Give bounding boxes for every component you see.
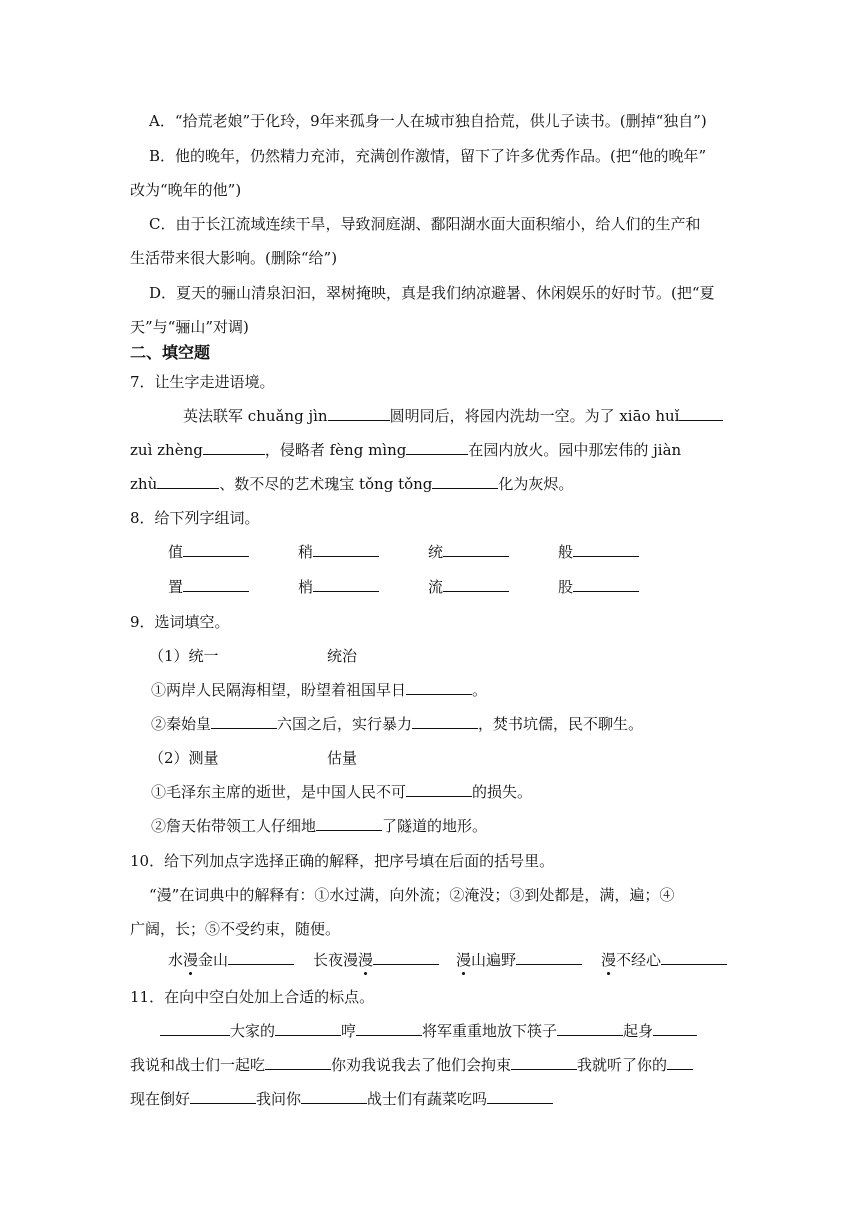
word-option: 统治 (327, 647, 358, 665)
answer-blank[interactable] (183, 577, 249, 592)
q10-item (168, 950, 313, 970)
passage-text: 哼 (341, 1022, 357, 1040)
answer-blank[interactable] (275, 1021, 341, 1036)
q7-text: ，侵略者 fèng mìng (264, 441, 407, 459)
answer-blank[interactable] (667, 1055, 693, 1070)
q11-line1 (160, 1021, 697, 1041)
character: 置 (168, 578, 184, 596)
q10-item (601, 950, 727, 970)
character: 值 (168, 543, 184, 561)
answer-blank[interactable] (516, 950, 582, 965)
dotted-character: 漫 (601, 951, 617, 969)
q9-group2 (149, 748, 357, 768)
word-part: 水 (168, 951, 184, 969)
q6-option-d-line2: 天”与“骊山”对调) (130, 318, 249, 336)
answer-blank[interactable] (373, 950, 439, 965)
q10-item (313, 950, 456, 970)
answer-blank[interactable] (557, 1021, 623, 1036)
sentence-text: ②詹天佑带领工人仔细地 (151, 817, 317, 835)
character: 梢 (298, 578, 314, 596)
q7-line1 (183, 406, 723, 426)
q10-items (168, 950, 727, 970)
passage-text: 我就听了你的 (577, 1056, 668, 1074)
word-part: 不经心 (616, 951, 662, 969)
sentence-text: 的损失。 (472, 783, 533, 801)
character: 流 (428, 578, 444, 596)
q8-row1 (168, 542, 668, 562)
answer-blank[interactable] (573, 542, 639, 557)
q7-text: 在园内放火。园中那宏伟的 jiàn (468, 441, 682, 459)
answer-blank[interactable] (328, 406, 390, 421)
dotted-character: 漫 (456, 951, 472, 969)
answer-blank[interactable] (406, 440, 468, 455)
character: 般 (558, 543, 574, 561)
word-group-item (298, 577, 428, 597)
answer-blank[interactable] (432, 474, 498, 489)
word-part: 金山 (198, 951, 229, 969)
q11-line3 (130, 1089, 553, 1109)
character: 股 (558, 578, 574, 596)
answer-blank[interactable] (653, 1021, 697, 1036)
passage-text: 我说和战士们一起吃 (130, 1056, 266, 1074)
q7-line3 (130, 474, 573, 494)
passage-text: 将军重重地放下筷子 (422, 1022, 558, 1040)
q9-group1 (149, 646, 357, 666)
q6-option-b-line1: B．他的晚年，仍然精力充沛，充满创作激情，留下了许多优秀作品。(把“他的晚年” (149, 147, 707, 165)
q6-option-a: A．“拾荒老娘”于化玲，9年来孤身一人在城市独自拾荒，供儿子读书。(删掉“独自”) (149, 112, 707, 130)
q9-sentence4 (151, 816, 487, 836)
q7-text: 圆明同后，将园内洗劫一空。为了 xiāo huǐ (389, 407, 680, 425)
passage-text: 你劝我说我去了他们会拘束 (331, 1056, 512, 1074)
answer-blank[interactable] (406, 782, 472, 797)
answer-blank[interactable] (412, 714, 478, 729)
word-option: 估量 (327, 749, 358, 767)
sentence-text: ①两岸人民隔海相望，盼望着祖国早日 (151, 681, 407, 699)
word-group-item (558, 577, 668, 597)
sentence-text: 了隧道的地形。 (382, 817, 488, 835)
q7-text: zuì zhèng (130, 441, 203, 459)
answer-blank[interactable] (316, 816, 382, 831)
dotted-character: 漫 (183, 951, 199, 969)
q7-title: 7．让生字走进语境。 (130, 373, 275, 391)
q8-row2 (168, 577, 668, 597)
q10-item (456, 950, 601, 970)
answer-blank[interactable] (211, 714, 277, 729)
answer-blank[interactable] (313, 577, 379, 592)
q11-line2 (130, 1055, 693, 1075)
q9-sentence1 (151, 680, 487, 700)
answer-blank[interactable] (511, 1055, 577, 1070)
q8-title: 8．给下列字组词。 (130, 509, 260, 527)
dotted-character: 漫 (358, 951, 374, 969)
answer-blank[interactable] (203, 440, 265, 455)
character: 统 (428, 543, 444, 561)
section-heading: 二、填空题 (130, 343, 211, 362)
answer-blank[interactable] (265, 1055, 331, 1070)
q7-text: 化为灰烬。 (498, 475, 574, 493)
word-group-item (428, 542, 558, 562)
answer-blank[interactable] (487, 1089, 553, 1104)
q6-option-b-line2: 改为“晚年的他”) (130, 181, 242, 199)
answer-blank[interactable] (443, 542, 509, 557)
q7-line2 (130, 440, 681, 460)
answer-blank[interactable] (183, 542, 249, 557)
sentence-text: 六国之后，实行暴力 (277, 715, 413, 733)
sentence-text: 。 (472, 681, 488, 699)
passage-text: 我问你 (256, 1090, 302, 1108)
word-group-item (168, 542, 298, 562)
q11-title: 11．在向中空白处加上合适的标点。 (130, 988, 375, 1006)
sentence-text: ②秦始皇 (151, 715, 212, 733)
passage-text: 起身 (623, 1022, 654, 1040)
sentence-text: ①毛泽东主席的逝世，是中国人民不可 (151, 783, 407, 801)
word-group-item (298, 542, 428, 562)
answer-blank[interactable] (661, 950, 727, 965)
answer-blank[interactable] (406, 680, 472, 695)
answer-blank[interactable] (157, 474, 219, 489)
passage-text: 现在倒好 (130, 1090, 191, 1108)
q6-option-c-line2: 生活带来很大影响。(删除“给”) (130, 249, 338, 267)
answer-blank[interactable] (313, 542, 379, 557)
answer-blank[interactable] (228, 950, 294, 965)
q9-sentence2 (151, 714, 643, 734)
word-group-item (168, 577, 298, 597)
q6-option-c-line1: C．由于长江流域连续干旱，导致洞庭湖、鄱阳湖水面大面积缩小，给人们的生产和 (149, 215, 701, 233)
character: 稍 (298, 543, 314, 561)
q10-definitions-line2: 广阔，长；⑤不受约束，随便。 (130, 920, 341, 938)
answer-blank[interactable] (443, 577, 509, 592)
answer-blank[interactable] (160, 1021, 230, 1036)
passage-text: 战士们有蔬菜吃吗 (367, 1090, 488, 1108)
q9-title: 9．选词填空。 (130, 613, 230, 631)
word-part: 山遍野 (471, 951, 517, 969)
group-label: （1）统一 (149, 647, 219, 665)
passage-text: 大家的 (230, 1022, 276, 1040)
answer-blank[interactable] (190, 1089, 256, 1104)
word-group-item (428, 577, 558, 597)
answer-blank[interactable] (301, 1089, 367, 1104)
q7-text: 英法联军 chuǎng jìn (183, 407, 328, 425)
word-part: 长夜漫 (313, 951, 359, 969)
answer-blank[interactable] (679, 406, 723, 421)
answer-blank[interactable] (356, 1021, 422, 1036)
q9-sentence3 (151, 782, 532, 802)
q7-text: zhù (130, 475, 158, 493)
answer-blank[interactable] (573, 577, 639, 592)
q10-definitions-line1: “漫”在词典中的解释有：①水过满，向外流；②淹没；③到处都是，满，遍；④ (149, 886, 675, 904)
group-label: （2）测量 (149, 749, 219, 767)
q7-text: 、数不尽的艺术瑰宝 tǒng tǒng (219, 475, 433, 493)
sentence-text: ，焚书坑儒，民不聊生。 (478, 715, 644, 733)
word-group-item (558, 542, 668, 562)
q10-title: 10．给下列加点字选择正确的解释，把序号填在后面的括号里。 (130, 852, 555, 870)
q6-option-d-line1: D．夏天的骊山清泉汩汩，翠树掩映，真是我们纳凉避暑、休闲娱乐的好时节。(把“夏 (149, 284, 715, 302)
